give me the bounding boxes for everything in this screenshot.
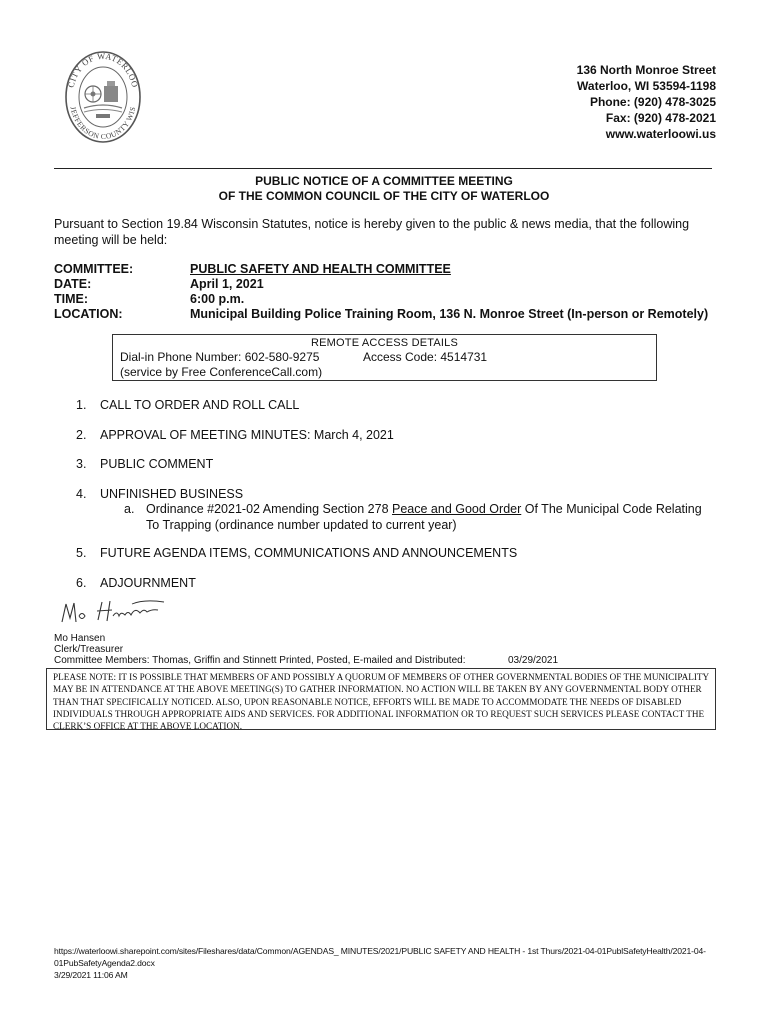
please-note-box: PLEASE NOTE: IT IS POSSIBLE THAT MEMBERS OF AND POSSIBLY A QUORUM OF MEMBERS OF OTHER GOVERNMENTAL BODIES OF THE MUNICIPALITY MAY BE IN ATTENDANCE AT THE ABOVE MEETING(S) TO GATHER INFORMATION. NO ACTION WILL BE TAKEN BY ANY GOVERNMENTAL BODY OTHER THAN THAT SPECIFICALLY NOTICED. ALSO, UPON REASONABLE NOTICE, EFFORTS WILL BE MADE TO ACCOMMODATE THE NEEDS OF DISABLED INDIVIDUALS THROUGH APPROPRIATE AIDS AND SERVICES. FOR ADDITIONAL INFORMATION OR TO REQUEST SUCH SERVICES PLEASE CONTACT THE CLERK’S OFFICE AT THE ABOVE LOCATION. [46,668,716,730]
city-state-zip: Waterloo, WI 53594-1198 [577,79,716,93]
conference-service: (service by Free ConferenceCall.com) [120,365,323,379]
dial-in-number: Dial-in Phone Number: 602-580-9275 [120,350,320,364]
agenda-subitem-text-pre: Ordinance #2021-02 Amending Section 278 [146,502,393,516]
city-seal-logo [64,50,142,145]
date-row [54,277,264,292]
agenda-item-text: UNFINISHED BUSINESS [100,487,244,501]
time-row [54,292,244,307]
agenda-subitem-continuation: To Trapping (ordinance number updated to current year) [146,517,457,532]
remote-access-box [112,334,657,381]
location-value: Municipal Building Police Training Room, 136 N. Monroe Street (In-person or Remotely) [190,307,709,321]
agenda-subitem-letter: a. [124,502,135,516]
location-row [54,307,708,322]
agenda-item-6 [76,576,196,591]
signer-name: Mo Hansen [54,633,106,644]
committee-value: PUBLIC SAFETY AND HEALTH COMMITTEE [190,262,451,276]
agenda-item-4 [76,487,243,502]
access-code: Access Code: 4514731 [363,350,488,364]
handwritten-signature [58,596,168,626]
date-value: April 1, 2021 [190,277,264,291]
notice-title-line-2: OF THE COMMON COUNCIL OF THE CITY OF WATERLOO [218,188,550,203]
date-label: DATE: [54,277,92,291]
signer-title: Clerk/Treasurer [54,644,124,655]
agenda-item-text: FUTURE AGENDA ITEMS, COMMUNICATIONS AND ANNOUNCEMENTS [100,546,518,560]
agenda-item-number: 5. [76,546,87,560]
file-path-line-1: https://waterloowi.sharepoint.com/sites/Fileshares/data/Common/AGENDAS_ MINUTES/2021/PUBLIC SAFETY AND HEALTH - 1st Thurs/2021-04-01PublSafetyHealth/2021-04- [54,946,706,956]
location-label: LOCATION: [54,307,123,321]
print-timestamp: 3/29/2021 11:06 AM [54,970,128,980]
time-label: TIME: [54,292,89,306]
svg-text:CITY OF WATERLOO [66,51,141,89]
agenda-item-5 [76,546,517,561]
file-path-line-2: 01PubSafetyAgenda2.docx [54,958,155,968]
time-value: 6:00 p.m. [190,292,245,306]
agenda-item-3 [76,457,213,472]
address-block [577,62,716,142]
agenda-item-number: 6. [76,576,87,590]
seal-bottom-text: JEFFERSON COUNTY WIS [68,105,138,142]
header-divider [54,168,712,169]
agenda-item-number: 1. [76,398,87,412]
phone-number: Phone: (920) 478-3025 [589,95,716,109]
website-link[interactable]: www.waterloowi.us [605,127,716,141]
agenda-item-1 [76,398,299,413]
notice-title-line-1: PUBLIC NOTICE OF A COMMITTEE MEETING [255,174,513,188]
agenda-item-text: APPROVAL OF MEETING MINUTES: March 4, 2021 [100,428,394,442]
committee-label: COMMITTEE: [54,262,134,276]
agenda-item-number: 3. [76,457,87,471]
agenda-item-number: 4. [76,487,87,501]
agenda-item-2 [76,428,394,443]
street-address: 136 North Monroe Street [576,63,716,77]
agenda-item-4a [124,502,714,533]
fax-number: Fax: (920) 478-2021 [605,111,716,125]
agenda-item-text: PUBLIC COMMENT [100,457,214,471]
seal-top-text: CITY OF WATERLOO [65,50,141,89]
committee-members-line: Committee Members: Thomas, Griffin and Stinnett Printed, Posted, E-mailed and Distributed: [54,655,466,666]
remote-access-heading: REMOTE ACCESS DETAILS [310,337,459,349]
agenda-item-number: 2. [76,428,87,442]
agenda-item-text: CALL TO ORDER AND ROLL CALL [100,398,300,412]
peace-and-good-order-link[interactable]: Peace and Good Order [392,502,522,516]
intro-paragraph: Pursuant to Section 19.84 Wisconsin Statutes, notice is hereby given to the public & news media, that the following meeting will be held: [54,217,690,247]
agenda-item-text: ADJOURNMENT [100,576,196,590]
distributed-date: 03/29/2021 [508,655,559,666]
svg-text:JEFFERSON COUNTY WIS [69,106,138,141]
committee-row [54,262,451,277]
agenda-subitem-text-post: Of The Municipal Code Relating [521,502,702,516]
notice-title [54,174,714,203]
